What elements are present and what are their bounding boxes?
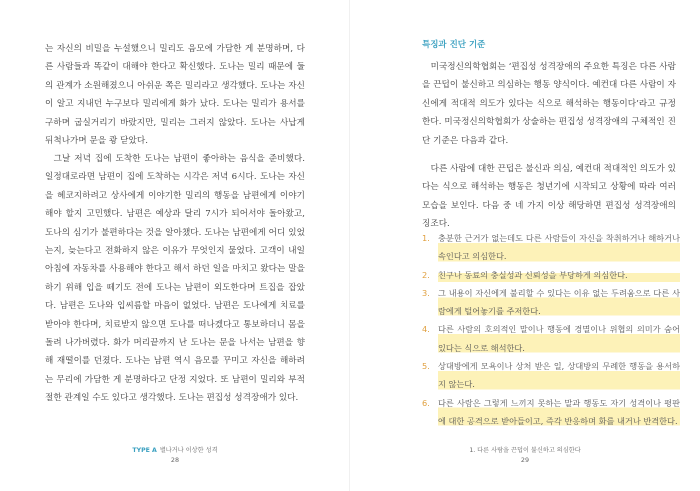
footer-type-tag: TYPE A (132, 447, 157, 454)
right-page (350, 0, 700, 491)
body-paragraph: 미국정신의학협회는 ‘편집성 성격장애의 주요한 특징은 다른 사람을 끈덥이 불신하고 의심하는 행동 양식이다. 예컨대 다른 사람이 자신에게 적대적 의도가 있다는 식으로 해석하는 행동이다’라고 규정한다. 미국정신의학협회가 상술하는 편집성 성격장애의 구체적인 진단 기준은 다음과 같다. (422, 62, 676, 146)
body-paragraph: 그날 저녁 집에 도착한 도나는 남편이 좋아하는 음식을 준비했다. 일정대로라면 남편이 집에 도착하는 시각은 저녁 6시다. 도나는 자신을 헤코지하려고 상사에게 이야기한 밀리의 행동을 남편에게 이야기해야 할지 고민했다. 남편은 예상과 달리 7시가 되어서야 돌아왔고, 도나의 심기가 불편하다는 것을 알아챘다. 도나는 남편에게 어디 있었는지, 늦는다고 전화하지 않은 이유가 무엇인지 물었다. 고객이 내일 아침에 자동차를 사용해야 한다고 해서 하던 일을 마치고 왔다는 말을 하기 위해 입을 떼기도 전에 도나는 남편이 외도한다며 트집을 잡았다. 남편은 도나와 입씨름할 마음이 없었다. 남편은 도나에게 치료를 받아야 한다며, 치료받지 않으면 도나를 떠나겠다고 통보하더니 몸을 돌려 나가버렸다. 화가 머리끝까지 난 도나는 문을 나서는 남편을 향해 재떨이를 던졌다. 도나는 남편 역시 음모를 꾸미고 자신을 해하려는 무리에 가담한 게 분명하다고 단정 지었다. 또 남편이 밀리와 부적절한 관계일 수도 있다고 생각했다. 도나는 편집성 성격장애가 있다. (45, 154, 305, 404)
page-footer (350, 445, 700, 464)
body-paragraph: 는 자신의 비밀을 누설했으니 밀리도 음모에 가담한 게 분명하며, 다른 사람들과 똑같이 대해야 한다고 확신했다. 도나는 밀리 때문에 둘의 관계가 소원해졌으니 아쉬운 쪽은 밀리라고 생각했다. 도나는 자신이 알고 지내던 누구보다 밀리에게 화가 났다. 도나는 밀리가 용서를 구하며 굽실거리기 바랐지만, 밀리는 그러지 않았다. 도나는 사납게 뒤척나가며 문을 쾅 닫았다. (45, 44, 305, 147)
page-number: 29 (520, 456, 530, 464)
list-item (422, 229, 680, 266)
list-number: 6. (422, 397, 430, 408)
list-number: 1. (422, 233, 430, 243)
list-text: 그 내용이 자신에게 불리할 수 있다는 이유 없는 두려움으로 다른 사람에게 털어놓기를 주저한다. (438, 284, 680, 321)
list-number: 3. (422, 287, 430, 298)
criteria-list (422, 229, 680, 430)
body-paragraph: 다른 사람에 대한 끈덥은 불신과 의심, 예컨대 적대적인 의도가 있다는 식으로 해석하는 행동은 청년기에 시작되고 상황에 따라 여러 모습을 보인다. 다음 중 네 가지 이상 해당하면 편집성 성격장애의 징조다. (422, 164, 676, 230)
list-number: 2. (422, 269, 430, 280)
list-item (422, 357, 680, 394)
list-item (422, 394, 680, 431)
list-text: 충분한 근거가 없는데도 다른 사람들이 자신을 착취하거나 해하거나 속인다고 의심한다. (438, 229, 680, 266)
page-number: 28 (170, 456, 180, 464)
section-heading: 특징과 진단 기준 (422, 40, 486, 50)
list-number: 5. (422, 361, 430, 372)
footer-title: 1. 다른 사람을 끈덥이 불신하고 의심한다 (469, 447, 581, 454)
list-number: 4. (422, 324, 430, 335)
list-item (422, 284, 680, 321)
list-item (422, 320, 680, 357)
list-text: 상대방에게 모욕이나 상처 받은 일, 상대방의 무례한 행동을 용서하지 않는다. (438, 357, 680, 394)
page-footer (0, 445, 350, 464)
list-text: 다른 사람의 호의적인 말이나 행동에 경멸이나 위협의 의미가 숨어 있다는 식으로 해석한다. (438, 320, 680, 357)
list-item (422, 266, 680, 284)
list-text: 친구나 동료의 충실성과 신뢰성을 부당하게 의심한다. (438, 266, 680, 284)
footer-title: 별나거나 이상한 성격 (159, 447, 218, 454)
list-text: 다른 사람은 그렇게 느끼지 못하는 말과 행동도 자기 성격이나 평판에 대한 공격으로 받아들이고, 즉각 반응하며 화를 내거나 반격한다. (438, 394, 680, 431)
